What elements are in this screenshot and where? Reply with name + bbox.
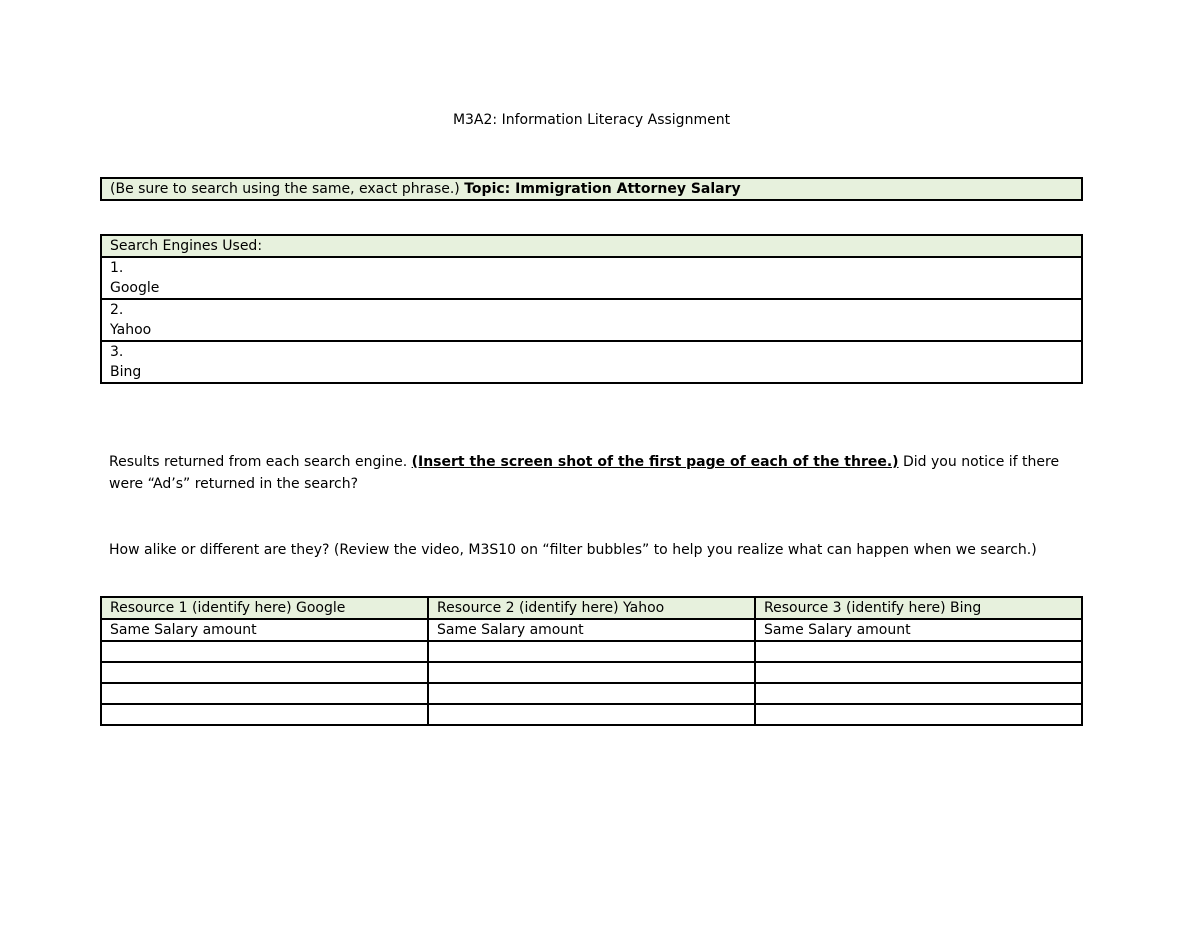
insert-screenshot-note: (Insert the screen shot of the first page of each of the three.) [411, 454, 899, 470]
resource-3-header: Resource 3 (identify here) Bing [755, 597, 1082, 619]
ads-question: Did you notice if there were “Ad’s” returned in the search? [109, 454, 1060, 492]
table-row [101, 641, 1082, 662]
results-lead: Results returned from each search engine. [109, 454, 412, 470]
search-engine-row [101, 341, 1082, 383]
resource-cell[interactable] [101, 704, 428, 725]
search-engine-cell-3[interactable] [101, 341, 1082, 383]
resource-cell[interactable]: Same Salary amount [101, 619, 428, 641]
resource-cell[interactable] [755, 704, 1082, 725]
resource-cell[interactable] [428, 662, 755, 683]
search-engine-row [101, 257, 1082, 299]
resource-cell[interactable] [755, 662, 1082, 683]
alike-paragraph: How alike or different are they? (Review the video, M3S10 on “filter bubbles” to help you realize what can happen when we search.) [109, 542, 1037, 558]
search-engines-header: Search Engines Used: [101, 235, 1082, 257]
search-engine-number: 2. [110, 302, 124, 318]
table-row [101, 619, 1082, 641]
search-engine-name: Yahoo [110, 322, 152, 338]
topic-label: Topic: Immigration Attorney Salary [464, 181, 741, 197]
search-engines-header-row [101, 235, 1082, 257]
search-engine-number: 1. [110, 260, 124, 276]
resources-table [100, 596, 1083, 726]
resource-cell[interactable] [428, 704, 755, 725]
topic-table [100, 177, 1083, 201]
search-engine-cell-2[interactable] [101, 299, 1082, 341]
resource-cell[interactable] [101, 641, 428, 662]
search-engine-name: Bing [110, 364, 142, 380]
topic-row [101, 178, 1082, 200]
resources-header-row [101, 597, 1082, 619]
search-engine-number: 3. [110, 344, 124, 360]
resource-cell[interactable] [101, 683, 428, 704]
resource-cell[interactable] [755, 683, 1082, 704]
document-title: M3A2: Information Literacy Assignment [452, 112, 731, 128]
table-row [101, 662, 1082, 683]
resource-cell[interactable] [428, 641, 755, 662]
topic-cell[interactable] [101, 178, 1082, 200]
search-engine-cell-1[interactable] [101, 257, 1082, 299]
topic-instruction: (Be sure to search using the same, exact phrase.) [110, 181, 460, 197]
search-engine-row [101, 299, 1082, 341]
resource-1-header: Resource 1 (identify here) Google [101, 597, 428, 619]
resource-cell[interactable] [755, 641, 1082, 662]
search-engines-table [100, 234, 1083, 384]
resource-cell[interactable] [101, 662, 428, 683]
resource-cell[interactable]: Same Salary amount [755, 619, 1082, 641]
table-row [101, 683, 1082, 704]
table-row [101, 704, 1082, 725]
resource-cell[interactable] [428, 683, 755, 704]
resource-cell[interactable]: Same Salary amount [428, 619, 755, 641]
resource-2-header: Resource 2 (identify here) Yahoo [428, 597, 755, 619]
search-engine-name: Google [110, 280, 160, 296]
results-paragraph [109, 451, 1069, 495]
